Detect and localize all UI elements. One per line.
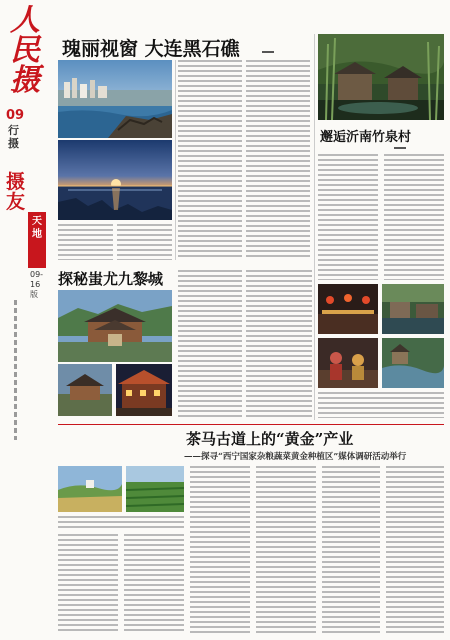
article-3-byline [146, 276, 161, 283]
masthead-logo [4, 3, 46, 102]
photo-sunset-bridge [58, 140, 172, 220]
rail-meta-text [8, 300, 24, 450]
photo-vegetable-field-image [126, 466, 184, 512]
masthead-char: 摄 [10, 63, 40, 98]
photo-village-waterside-image [382, 284, 444, 334]
photo-jiuli-night [116, 364, 172, 416]
article-3-body-col-1 [178, 270, 242, 418]
article-4-photo-caption [58, 516, 184, 530]
article-4-body-col-1 [58, 534, 118, 634]
article-1-byline [262, 48, 277, 55]
photo-bamboo-village-image [318, 34, 444, 120]
photo-village-stream [382, 338, 444, 388]
column-box-label: 天地 [32, 216, 42, 240]
photo-jiuli-pavilion [58, 364, 112, 416]
article-4-headline: 茶马古道上的“黄金”产业 [186, 430, 354, 448]
column-box [28, 212, 46, 268]
article-3-body-col-2 [246, 270, 312, 418]
masthead-char: 人 [10, 3, 40, 38]
article-2-headline: 邂逅沂南竹泉村 [320, 130, 412, 145]
article-1-headline: 瑰丽视窗 大连黑石礁 [62, 38, 240, 60]
left-rail [0, 0, 48, 640]
section-label: 行摄 [8, 124, 19, 150]
photo-bamboo-village [318, 34, 444, 120]
photo-highland-farm [58, 466, 122, 512]
photo-coastal-city [58, 60, 172, 138]
photo-folk-performance-image [318, 338, 378, 388]
photo-village-waterside [382, 284, 444, 334]
article-4-body-col-6 [386, 466, 444, 634]
article-1-body-col-1 [178, 60, 242, 260]
section-divider [58, 424, 444, 425]
article-4-body-col-5 [322, 466, 380, 634]
photo-jiuli-night-image [116, 364, 172, 416]
issue-date: 09-16版 [30, 270, 44, 299]
photo-vegetable-field [126, 466, 184, 512]
photo-jiuli-pavilion-image [58, 364, 112, 416]
photo-highland-farm-image [58, 466, 122, 512]
article-2-byline [394, 144, 409, 151]
photo-folk-performance [318, 338, 378, 388]
article-2-photo-captions [318, 392, 444, 418]
article-2-body-col-1 [318, 154, 378, 280]
article-4-body-col-2 [124, 534, 184, 634]
photo-sunset-bridge-image [58, 140, 172, 220]
column-divider [175, 60, 176, 260]
photo-jiuli-city-image [58, 290, 172, 362]
photo-lantern-street [318, 284, 378, 334]
article-1-caption [58, 224, 113, 260]
column-divider [314, 34, 315, 420]
article-2-body-col-2 [384, 154, 444, 280]
photo-coastal-city-image [58, 60, 172, 138]
article-1-body-col-2 [246, 60, 310, 260]
article-4-body-col-4 [256, 466, 316, 634]
photo-lantern-street-image [318, 284, 378, 334]
masthead-char: 民 [10, 33, 40, 68]
column-title: 摄友 [6, 171, 26, 213]
photo-jiuli-city [58, 290, 172, 362]
article-4-body-col-3 [190, 466, 250, 634]
article-4-subheadline: ——探寻“西宁国家杂粮蔬菜黄金种植区”媒体调研活动举行 [184, 452, 407, 462]
article-3-headline: 探秘蚩尤九黎城 [58, 270, 164, 288]
page-number: 09 [6, 108, 25, 123]
article-1-caption-2 [117, 224, 172, 260]
photo-village-stream-image [382, 338, 444, 388]
